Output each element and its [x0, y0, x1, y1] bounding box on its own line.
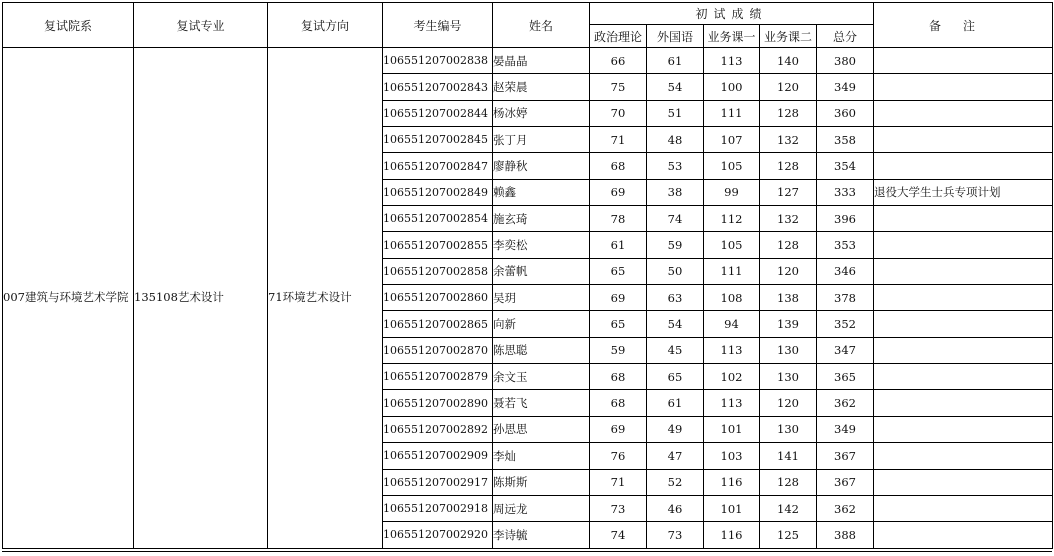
table-body — [3, 48, 1053, 549]
total-score-cell: 346 — [817, 258, 874, 284]
foreign-language-score-cell: 46 — [647, 495, 704, 521]
candidate-id-cell: 106551207002854 — [383, 206, 493, 232]
candidate-id-cell: 106551207002849 — [383, 179, 493, 205]
remark-cell — [874, 469, 1053, 495]
remark-cell — [874, 416, 1053, 442]
total-score-cell: 347 — [817, 337, 874, 363]
total-score-cell: 358 — [817, 127, 874, 153]
course-two-score-cell: 128 — [760, 469, 817, 495]
total-score-cell: 380 — [817, 48, 874, 74]
total-score-cell: 349 — [817, 74, 874, 100]
course-two-score-cell: 125 — [760, 522, 817, 548]
course-two-score-cell: 130 — [760, 416, 817, 442]
foreign-language-score-cell: 54 — [647, 74, 704, 100]
header-major: 复试专业 — [134, 3, 268, 48]
foreign-language-score-cell: 51 — [647, 100, 704, 126]
total-score-cell: 367 — [817, 443, 874, 469]
name-cell: 周远龙 — [493, 495, 590, 521]
candidate-id-cell: 106551207002879 — [383, 364, 493, 390]
politics-score-cell: 68 — [590, 153, 647, 179]
total-score-cell: 352 — [817, 311, 874, 337]
remark-cell: 退役大学生士兵专项计划 — [874, 179, 1053, 205]
politics-score-cell: 66 — [590, 48, 647, 74]
politics-score-cell: 74 — [590, 522, 647, 548]
candidate-id-cell: 106551207002892 — [383, 416, 493, 442]
candidate-id-cell: 106551207002843 — [383, 74, 493, 100]
course-one-score-cell: 116 — [704, 469, 760, 495]
total-score-cell: 388 — [817, 522, 874, 548]
name-cell: 廖静秋 — [493, 153, 590, 179]
course-one-score-cell: 112 — [704, 206, 760, 232]
header-department: 复试院系 — [3, 3, 134, 48]
candidate-id-cell: 106551207002909 — [383, 443, 493, 469]
course-two-score-cell: 138 — [760, 285, 817, 311]
candidate-id-cell: 106551207002844 — [383, 100, 493, 126]
name-cell: 赵荣晨 — [493, 74, 590, 100]
course-two-score-cell: 128 — [760, 232, 817, 258]
total-score-cell: 354 — [817, 153, 874, 179]
course-one-score-cell: 105 — [704, 153, 760, 179]
politics-score-cell: 68 — [590, 364, 647, 390]
total-score-cell: 353 — [817, 232, 874, 258]
politics-score-cell: 65 — [590, 258, 647, 284]
foreign-language-score-cell: 61 — [647, 48, 704, 74]
candidate-id-cell: 106551207002845 — [383, 127, 493, 153]
remark-cell — [874, 153, 1053, 179]
course-one-score-cell: 94 — [704, 311, 760, 337]
total-score-cell: 362 — [817, 390, 874, 416]
total-score-cell: 362 — [817, 495, 874, 521]
header-preliminary-scores: 初试成绩 — [590, 3, 874, 25]
header-course-one: 业务课一 — [704, 25, 760, 48]
politics-score-cell: 73 — [590, 495, 647, 521]
course-two-score-cell: 139 — [760, 311, 817, 337]
name-cell: 余文玉 — [493, 364, 590, 390]
course-two-score-cell: 132 — [760, 206, 817, 232]
course-two-score-cell: 128 — [760, 100, 817, 126]
name-cell: 余蕾帆 — [493, 258, 590, 284]
name-cell: 晏晶晶 — [493, 48, 590, 74]
total-score-cell: 367 — [817, 469, 874, 495]
candidate-id-cell: 106551207002838 — [383, 48, 493, 74]
name-cell: 张丁月 — [493, 127, 590, 153]
foreign-language-score-cell: 65 — [647, 364, 704, 390]
politics-score-cell: 69 — [590, 416, 647, 442]
politics-score-cell: 76 — [590, 443, 647, 469]
course-one-score-cell: 113 — [704, 390, 760, 416]
name-cell: 杨冰婷 — [493, 100, 590, 126]
politics-score-cell: 71 — [590, 127, 647, 153]
course-one-score-cell: 99 — [704, 179, 760, 205]
total-score-cell: 333 — [817, 179, 874, 205]
table-row — [3, 48, 1053, 74]
header-row-top — [3, 3, 1053, 25]
course-one-score-cell: 101 — [704, 416, 760, 442]
course-one-score-cell: 105 — [704, 232, 760, 258]
name-cell: 陈思聪 — [493, 337, 590, 363]
candidate-id-cell: 106551207002870 — [383, 337, 493, 363]
direction-cell: 71环境艺术设计 — [268, 48, 383, 549]
foreign-language-score-cell: 54 — [647, 311, 704, 337]
name-cell: 陈斯斯 — [493, 469, 590, 495]
candidate-id-cell: 106551207002865 — [383, 311, 493, 337]
name-cell: 孙思思 — [493, 416, 590, 442]
name-cell: 李诗毓 — [493, 522, 590, 548]
politics-score-cell: 59 — [590, 337, 647, 363]
remark-cell — [874, 364, 1053, 390]
politics-score-cell: 69 — [590, 179, 647, 205]
foreign-language-score-cell: 45 — [647, 337, 704, 363]
course-one-score-cell: 100 — [704, 74, 760, 100]
politics-score-cell: 65 — [590, 311, 647, 337]
header-candidate-id: 考生编号 — [383, 3, 493, 48]
name-cell: 向新 — [493, 311, 590, 337]
course-two-score-cell: 142 — [760, 495, 817, 521]
department-cell: 007建筑与环境艺术学院 — [3, 48, 134, 549]
name-cell: 李灿 — [493, 443, 590, 469]
course-one-score-cell: 108 — [704, 285, 760, 311]
course-one-score-cell: 102 — [704, 364, 760, 390]
foreign-language-score-cell: 73 — [647, 522, 704, 548]
name-cell: 李奕松 — [493, 232, 590, 258]
name-cell: 吴玥 — [493, 285, 590, 311]
header-politics: 政治理论 — [590, 25, 647, 48]
candidate-id-cell: 106551207002858 — [383, 258, 493, 284]
foreign-language-score-cell: 47 — [647, 443, 704, 469]
course-one-score-cell: 113 — [704, 337, 760, 363]
remark-cell — [874, 206, 1053, 232]
candidate-id-cell: 106551207002860 — [383, 285, 493, 311]
header-name: 姓名 — [493, 3, 590, 48]
total-score-cell: 378 — [817, 285, 874, 311]
course-one-score-cell: 111 — [704, 258, 760, 284]
remark-cell — [874, 48, 1053, 74]
course-one-score-cell: 116 — [704, 522, 760, 548]
header-foreign-language: 外国语 — [647, 25, 704, 48]
politics-score-cell: 75 — [590, 74, 647, 100]
remark-cell — [874, 127, 1053, 153]
remark-cell — [874, 285, 1053, 311]
score-table — [2, 2, 1053, 549]
candidate-id-cell: 106551207002920 — [383, 522, 493, 548]
course-two-score-cell: 120 — [760, 258, 817, 284]
course-two-score-cell: 140 — [760, 48, 817, 74]
course-one-score-cell: 103 — [704, 443, 760, 469]
remark-cell — [874, 74, 1053, 100]
name-cell: 施玄琦 — [493, 206, 590, 232]
course-two-score-cell: 120 — [760, 390, 817, 416]
candidate-id-cell: 106551207002855 — [383, 232, 493, 258]
header-remark: 备注 — [874, 3, 1053, 48]
candidate-id-cell: 106551207002890 — [383, 390, 493, 416]
politics-score-cell: 68 — [590, 390, 647, 416]
course-one-score-cell: 113 — [704, 48, 760, 74]
course-one-score-cell: 107 — [704, 127, 760, 153]
total-score-cell: 349 — [817, 416, 874, 442]
remark-cell — [874, 495, 1053, 521]
foreign-language-score-cell: 61 — [647, 390, 704, 416]
header-direction: 复试方向 — [268, 3, 383, 48]
header-course-two: 业务课二 — [760, 25, 817, 48]
remark-cell — [874, 100, 1053, 126]
total-score-cell: 365 — [817, 364, 874, 390]
foreign-language-score-cell: 53 — [647, 153, 704, 179]
next-table-row-edge — [2, 551, 1052, 556]
foreign-language-score-cell: 74 — [647, 206, 704, 232]
foreign-language-score-cell: 48 — [647, 127, 704, 153]
remark-cell — [874, 522, 1053, 548]
remark-cell — [874, 337, 1053, 363]
politics-score-cell: 69 — [590, 285, 647, 311]
course-two-score-cell: 130 — [760, 364, 817, 390]
name-cell: 赖鑫 — [493, 179, 590, 205]
name-cell: 聂若飞 — [493, 390, 590, 416]
foreign-language-score-cell: 38 — [647, 179, 704, 205]
remark-cell — [874, 258, 1053, 284]
remark-cell — [874, 443, 1053, 469]
remark-cell — [874, 390, 1053, 416]
foreign-language-score-cell: 63 — [647, 285, 704, 311]
course-one-score-cell: 101 — [704, 495, 760, 521]
politics-score-cell: 70 — [590, 100, 647, 126]
politics-score-cell: 71 — [590, 469, 647, 495]
candidate-id-cell: 106551207002917 — [383, 469, 493, 495]
header-total: 总分 — [817, 25, 874, 48]
foreign-language-score-cell: 59 — [647, 232, 704, 258]
remark-cell — [874, 311, 1053, 337]
foreign-language-score-cell: 49 — [647, 416, 704, 442]
remark-cell — [874, 232, 1053, 258]
total-score-cell: 360 — [817, 100, 874, 126]
course-two-score-cell: 120 — [760, 74, 817, 100]
foreign-language-score-cell: 52 — [647, 469, 704, 495]
candidate-id-cell: 106551207002918 — [383, 495, 493, 521]
total-score-cell: 396 — [817, 206, 874, 232]
course-two-score-cell: 132 — [760, 127, 817, 153]
course-two-score-cell: 128 — [760, 153, 817, 179]
politics-score-cell: 61 — [590, 232, 647, 258]
course-one-score-cell: 111 — [704, 100, 760, 126]
course-two-score-cell: 141 — [760, 443, 817, 469]
major-cell: 135108艺术设计 — [134, 48, 268, 549]
politics-score-cell: 78 — [590, 206, 647, 232]
candidate-id-cell: 106551207002847 — [383, 153, 493, 179]
foreign-language-score-cell: 50 — [647, 258, 704, 284]
course-two-score-cell: 130 — [760, 337, 817, 363]
course-two-score-cell: 127 — [760, 179, 817, 205]
